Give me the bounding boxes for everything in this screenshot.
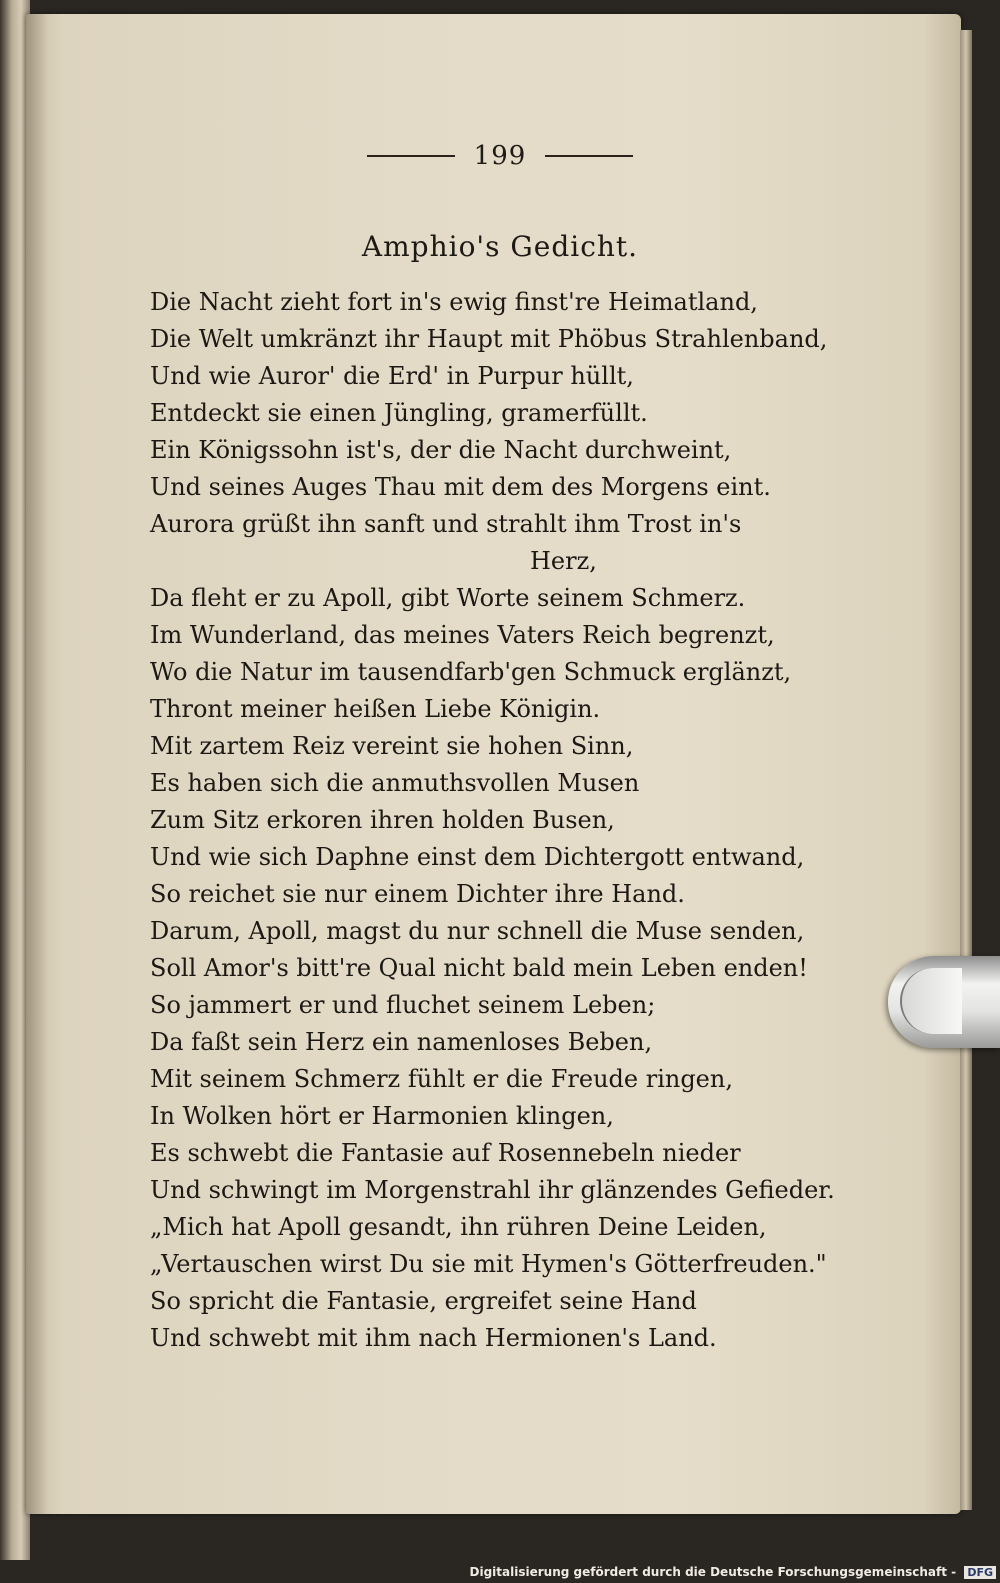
- header-rule-right: [545, 155, 633, 157]
- poem-line: So jammert er und fluchet seinem Leben;: [150, 991, 656, 1019]
- page-number: 199: [473, 141, 527, 171]
- poem-line: So spricht die Fantasie, ergreifet seine Hand: [150, 1287, 697, 1315]
- poem-line: Darum, Apoll, magst du nur schnell die Muse senden,: [150, 917, 805, 945]
- poem-line: Entdeckt sie einen Jüngling, gramerfüllt.: [150, 399, 648, 427]
- poem-line: Und wie sich Daphne einst dem Dichtergott entwand,: [150, 843, 805, 871]
- poem-line: Da fleht er zu Apoll, gibt Worte seinem Schmerz.: [150, 584, 746, 612]
- poem-line: Ein Königssohn ist's, der die Nacht durchweint,: [150, 436, 732, 464]
- poem-line: Wo die Natur im tausendfarb'gen Schmuck erglänzt,: [150, 658, 792, 686]
- poem-line: Im Wunderland, das meines Vaters Reich begrenzt,: [150, 621, 775, 649]
- poem-body: [150, 284, 850, 1357]
- poem-title: Amphio's Gedicht.: [361, 230, 639, 263]
- poem-line: Und wie Auror' die Erd' in Purpur hüllt,: [150, 362, 634, 390]
- poem-line: Aurora grüßt ihn sanft und strahlt ihm Trost in's: [150, 510, 742, 538]
- poem-line: Es schwebt die Fantasie auf Rosennebeln nieder: [150, 1139, 741, 1167]
- poem-line: Da faßt sein Herz ein namenloses Beben,: [150, 1028, 653, 1056]
- page-clip-inner: [900, 968, 962, 1034]
- page-clip: [888, 956, 1000, 1048]
- poem-line: Thront meiner heißen Liebe Königin.: [150, 695, 601, 723]
- poem-line: Mit seinem Schmerz fühlt er die Freude ringen,: [150, 1065, 733, 1093]
- credit-text: Digitalisierung gefördert durch die Deutsche Forschungsgemeinschaft -: [469, 1565, 957, 1579]
- poem-line: „Vertauschen wirst Du sie mit Hymen's Götterfreuden.": [150, 1250, 827, 1278]
- page-header: [0, 140, 1000, 171]
- poem-line: Und schwingt im Morgenstrahl ihr glänzendes Gefieder.: [150, 1176, 835, 1204]
- poem-line: Und schwebt mit ihm nach Hermionen's Land.: [150, 1324, 717, 1352]
- poem-line-continuation: Herz,: [530, 547, 597, 575]
- poem-line: Zum Sitz erkoren ihren holden Busen,: [150, 806, 615, 834]
- poem-line: In Wolken hört er Harmonien klingen,: [150, 1102, 614, 1130]
- dfg-logo: DFG: [964, 1566, 996, 1579]
- poem-line: Und seines Auges Thau mit dem des Morgens eint.: [150, 473, 771, 501]
- digitization-credit: [470, 1565, 996, 1579]
- poem-line: So reichet sie nur einem Dichter ihre Hand.: [150, 880, 685, 908]
- poem-line: Soll Amor's bitt're Qual nicht bald mein Leben enden!: [150, 954, 808, 982]
- header-rule-left: [367, 155, 455, 157]
- poem-line: Die Welt umkränzt ihr Haupt mit Phöbus Strahlenband,: [150, 325, 828, 353]
- poem-line: Die Nacht zieht fort in's ewig finst're Heimatland,: [150, 288, 758, 316]
- poem-line: Es haben sich die anmuthsvollen Musen: [150, 769, 640, 797]
- poem-line: Mit zartem Reiz vereint sie hohen Sinn,: [150, 732, 634, 760]
- poem-line: „Mich hat Apoll gesandt, ihn rühren Deine Leiden,: [150, 1213, 767, 1241]
